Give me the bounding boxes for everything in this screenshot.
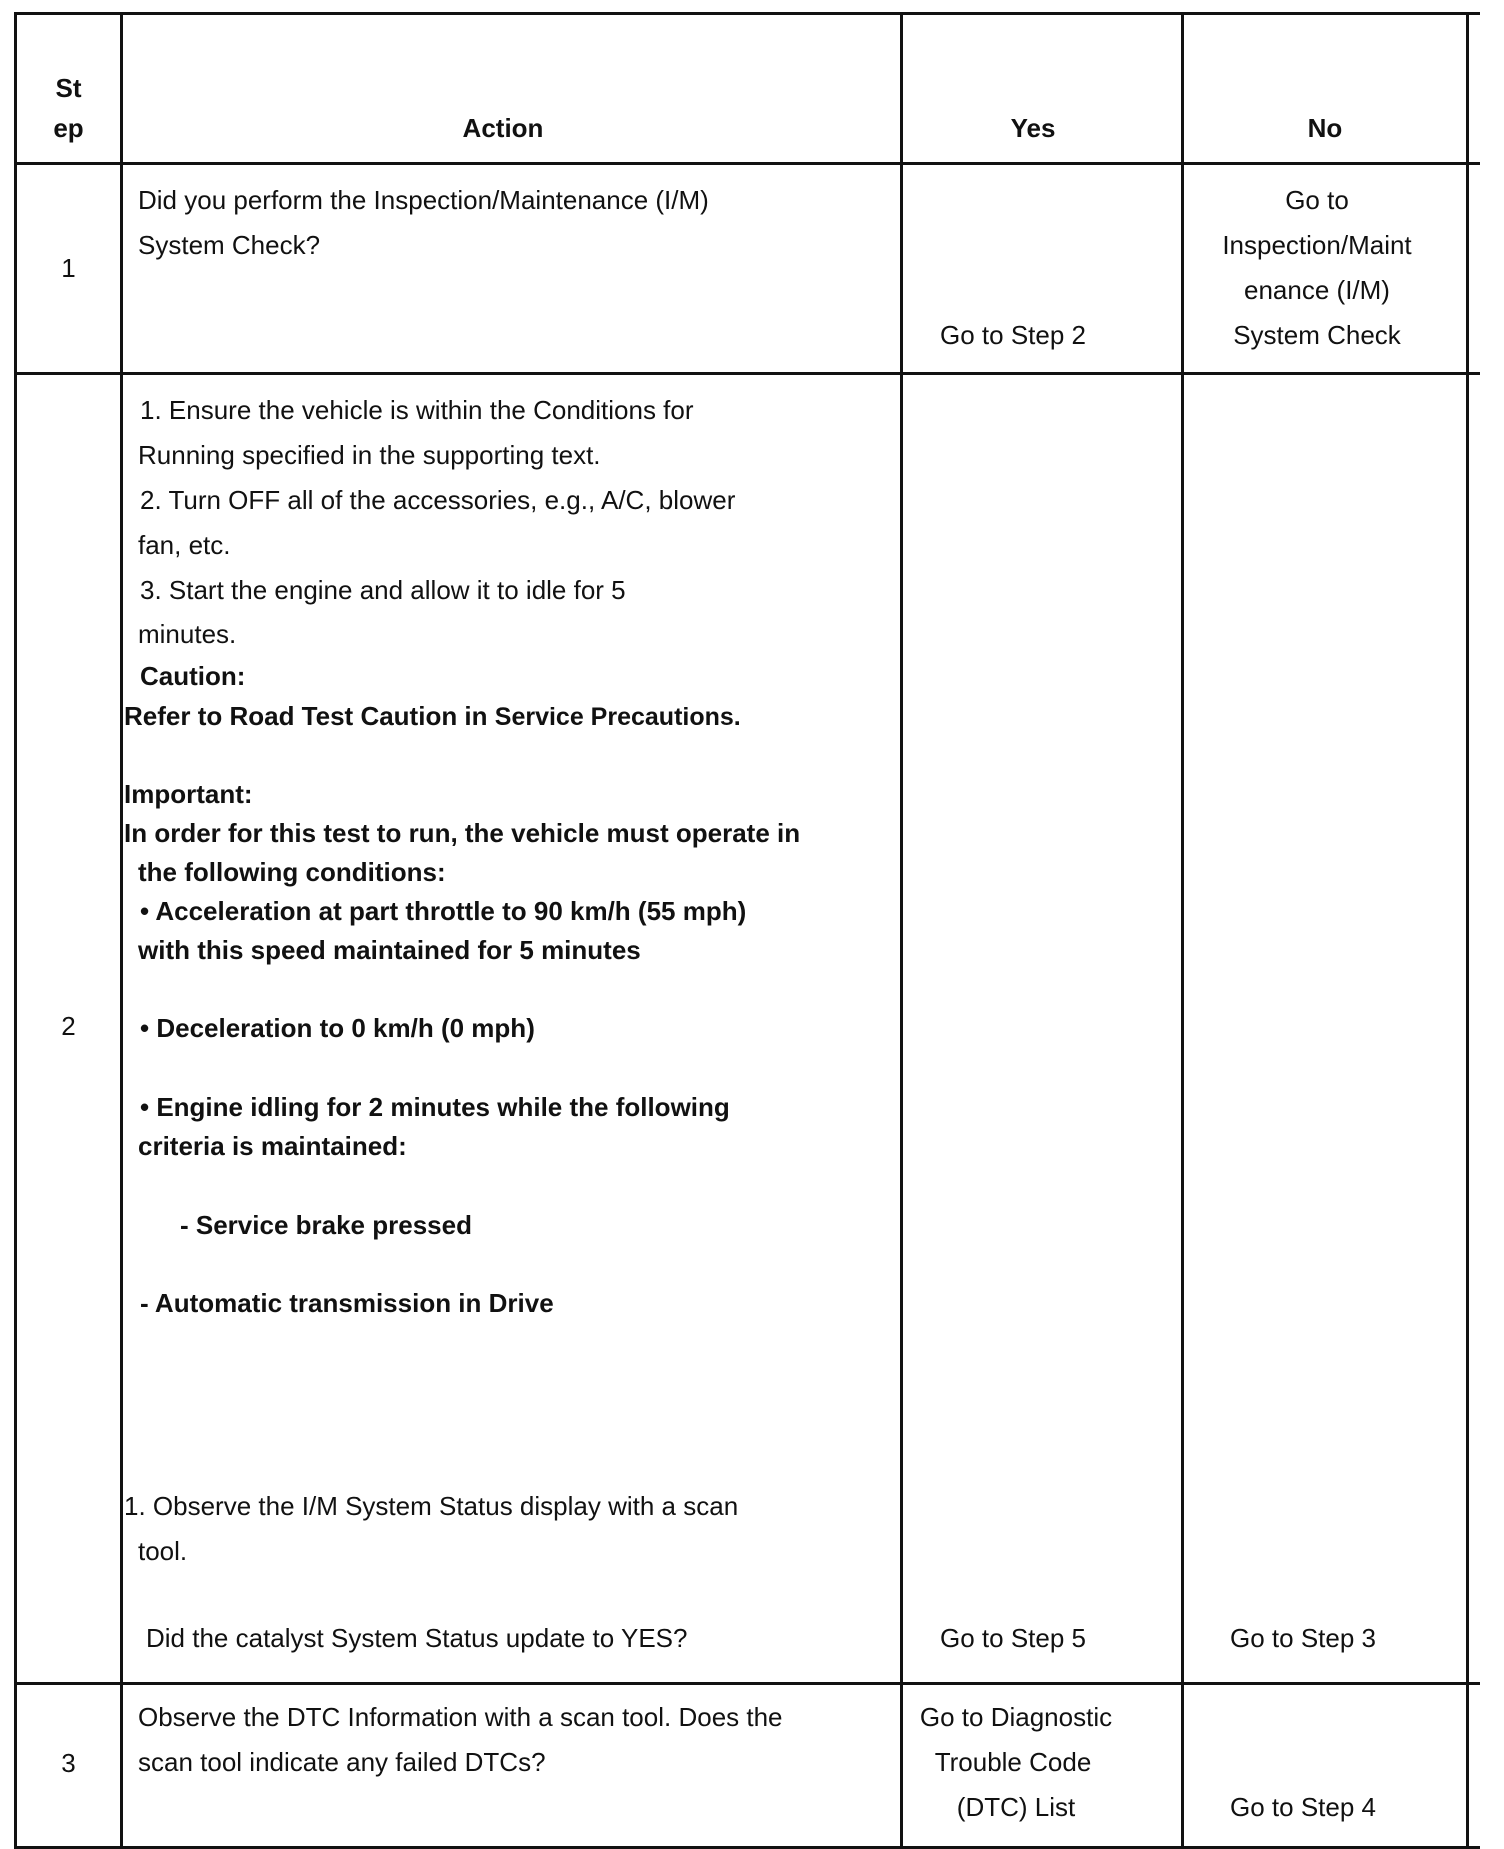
row3-action-line2: scan tool indicate any failed DTCs? — [138, 1747, 546, 1777]
condition-bullet1-line2: with this speed maintained for 5 minutes — [138, 935, 641, 965]
row1-no-line1: Go to — [1285, 185, 1349, 215]
row1-step: 1 — [61, 253, 76, 283]
row1-action-line2: System Check? — [138, 230, 321, 260]
row1-no-line3: enance (I/M) — [1244, 275, 1390, 305]
row1-no-line2: Inspection/Maint — [1222, 230, 1412, 260]
condition-bullet2: • Deceleration to 0 km/h (0 mph) — [140, 1013, 535, 1043]
row2-action-step3-line2: minutes. — [138, 619, 237, 649]
row2-question: Did the catalyst System Status update to YES? — [146, 1623, 688, 1653]
caution-text — [124, 694, 741, 740]
condition-bullet3-line1: • Engine idling for 2 minutes while the following — [140, 1092, 730, 1122]
row3-no: Go to Step 4 — [1230, 1792, 1376, 1822]
important-line2: the following conditions: — [138, 857, 446, 887]
condition-bullet1-line1: • Acceleration at part throttle to 90 km/h (55 mph) — [140, 896, 747, 926]
row2-no: Go to Step 3 — [1230, 1623, 1376, 1653]
col-divider-action — [900, 12, 903, 1848]
row2-action-step1-line2: Running specified in the supporting text. — [138, 440, 601, 470]
row2-step: 2 — [61, 1011, 76, 1041]
important-line1: In order for this test to run, the vehicle must operate in — [124, 818, 801, 848]
row3-yes-line1: Go to Diagnostic — [919, 1702, 1113, 1732]
caution-text-main: Refer to Road Test Caution in — [124, 701, 495, 731]
row-divider-2 — [14, 1682, 1480, 1685]
row2-action-step3-line1: 3. Start the engine and allow it to idle for 5 — [140, 575, 626, 605]
row2-action-step2-line2: fan, etc. — [138, 530, 231, 560]
condition-bullet3-line2: criteria is maintained: — [138, 1131, 407, 1161]
observe-line1: 1. Observe the I/M System Status display with a scan — [124, 1491, 739, 1521]
observe-line2: tool. — [138, 1536, 188, 1566]
table-border-right — [1466, 12, 1469, 1848]
header-action: Action — [462, 113, 544, 143]
row1-action-line1: Did you perform the Inspection/Maintenance (I/M) — [138, 185, 709, 215]
important-label: Important: — [124, 779, 253, 809]
table-border-top — [14, 12, 1480, 15]
header-divider — [14, 162, 1480, 165]
col-divider-step — [120, 12, 123, 1848]
row1-yes: Go to Step 2 — [940, 320, 1086, 350]
row3-yes-line2: Trouble Code — [934, 1747, 1092, 1777]
row-divider-1 — [14, 372, 1480, 375]
row1-no-line4: System Check — [1233, 320, 1401, 350]
row3-step: 3 — [61, 1748, 76, 1778]
row3-yes-line3: (DTC) List — [956, 1792, 1076, 1822]
row2-yes: Go to Step 5 — [940, 1623, 1086, 1653]
row3-action-line1: Observe the DTC Information with a scan tool. Does the — [138, 1702, 783, 1732]
criteria-dash1: - Service brake pressed — [180, 1210, 472, 1240]
header-yes: Yes — [1010, 113, 1056, 143]
caution-label: Caution: — [140, 661, 246, 691]
header-step-line2: ep — [53, 113, 84, 143]
row2-action-step1-line1: 1. Ensure the vehicle is within the Conditions for — [140, 395, 694, 425]
row2-action-step2-line1: 2. Turn OFF all of the accessories, e.g., A/C, blower — [140, 485, 736, 515]
header-step-line1: St — [55, 73, 82, 103]
header-no: No — [1307, 113, 1343, 143]
service-precautions-link[interactable]: Service Precautions. — [494, 703, 741, 731]
criteria-dash2: - Automatic transmission in Drive — [140, 1288, 554, 1318]
